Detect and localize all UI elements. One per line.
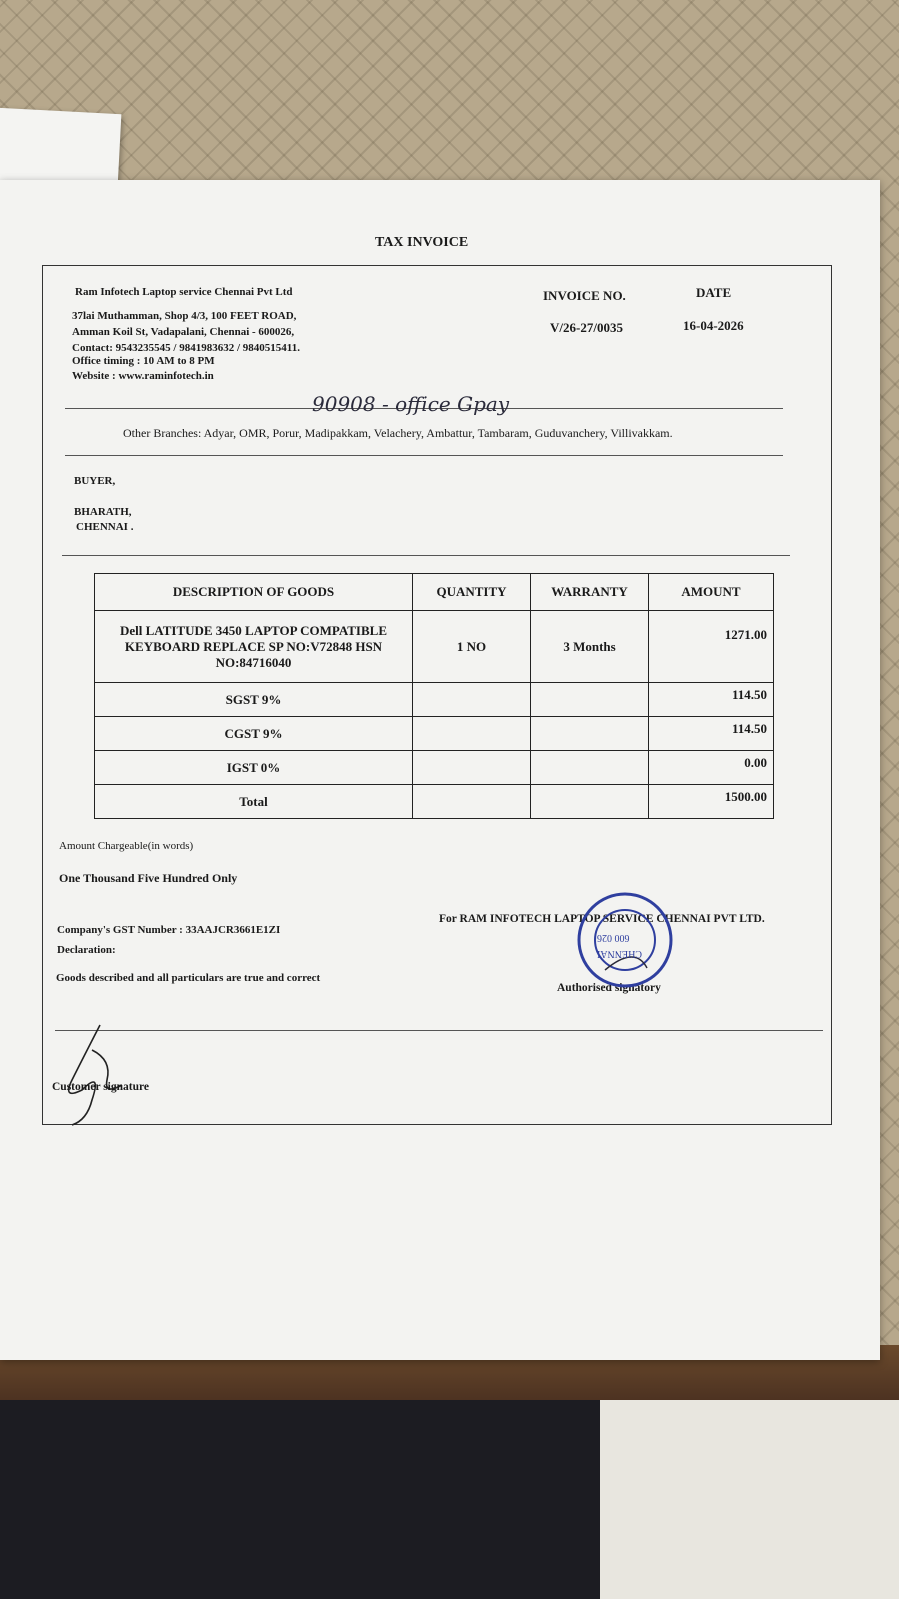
buyer-city: CHENNAI . <box>76 521 134 533</box>
empty-cell <box>531 683 649 717</box>
authorised-signatory: Authorised signatory <box>557 982 661 994</box>
company-address-line2: Amman Koil St, Vadapalani, Chennai - 600026, <box>72 326 295 338</box>
invoice-date: 16-04-2026 <box>683 318 744 333</box>
sgst-amount: 114.50 <box>649 683 774 717</box>
date-label: DATE <box>696 285 732 300</box>
total-label: Total <box>95 785 413 819</box>
floor-dark-area <box>0 1400 600 1599</box>
customer-signature-label: Customer signature <box>52 1081 150 1093</box>
for-company-text: For RAM INFOTECH LAPTOP SERVICE CHENNAI PVT LTD. <box>439 913 765 925</box>
company-address-line1: 37lai Muthamman, Shop 4/3, 100 FEET ROAD, <box>72 310 297 322</box>
buyer-name: BHARATH, <box>74 506 132 518</box>
table-row <box>95 611 774 683</box>
table-row <box>95 785 774 819</box>
empty-cell <box>531 717 649 751</box>
stamp-city: CHENNAI <box>597 948 642 959</box>
goods-table <box>94 573 774 819</box>
igst-amount: 0.00 <box>649 751 774 785</box>
cgst-label: CGST 9% <box>95 717 413 751</box>
item-warranty: 3 Months <box>531 611 649 683</box>
company-name: Ram Infotech Laptop service Chennai Pvt Ltd <box>75 286 293 298</box>
invoice-paper <box>0 180 880 1360</box>
item-amount: 1271.00 <box>649 611 774 683</box>
sgst-label: SGST 9% <box>95 683 413 717</box>
declaration-text: Goods described and all particulars are true and correct <box>56 972 321 984</box>
handwritten-note: 90908 - office Gpay <box>312 392 510 416</box>
cgst-amount: 114.50 <box>649 717 774 751</box>
divider-3 <box>62 555 790 556</box>
amount-words-label: Amount Chargeable(in words) <box>59 840 194 852</box>
amount-in-words: One Thousand Five Hundred Only <box>59 871 238 885</box>
table-header-row <box>95 574 774 611</box>
header-quantity: QUANTITY <box>413 574 531 611</box>
empty-cell <box>413 683 531 717</box>
empty-cell <box>531 785 649 819</box>
item-description <box>95 611 413 683</box>
item-description-line1: Dell LATITUDE 3450 LAPTOP COMPATIBLE <box>119 622 387 638</box>
customer-signature-scribble-icon <box>52 1020 142 1130</box>
table-row <box>95 683 774 717</box>
company-website: Website : www.raminfotech.in <box>72 370 214 382</box>
company-gst-number: Company's GST Number : 33AAJCR3661E1ZI <box>57 924 281 936</box>
divider-2 <box>65 455 783 456</box>
item-quantity: 1 NO <box>413 611 531 683</box>
floor-light-area <box>600 1400 899 1599</box>
table-row <box>95 717 774 751</box>
buyer-label: BUYER, <box>74 475 116 487</box>
company-contact: Contact: 9543235545 / 9841983632 / 9840515411. <box>72 342 300 354</box>
empty-cell <box>413 785 531 819</box>
divider-4 <box>55 1030 823 1031</box>
declaration-label: Declaration: <box>57 944 116 956</box>
empty-cell <box>413 717 531 751</box>
igst-label: IGST 0% <box>95 751 413 785</box>
invoice-no-label: INVOICE NO. <box>543 288 626 303</box>
item-description-line2: KEYBOARD REPLACE SP NO:V72848 HSN <box>124 638 383 654</box>
invoice-title: TAX INVOICE <box>375 235 469 250</box>
header-warranty: WARRANTY <box>531 574 649 611</box>
item-description-line3: NO:84716040 <box>215 654 292 670</box>
other-branches: Other Branches: Adyar, OMR, Porur, Madipakkam, Velachery, Ambattur, Tambaram, Guduvanchery, Villivakkam. <box>123 426 673 440</box>
empty-cell <box>531 751 649 785</box>
total-amount: 1500.00 <box>649 785 774 819</box>
stamp-pin: 600 026 <box>597 932 630 943</box>
office-timing: Office timing : 10 AM to 8 PM <box>72 355 215 367</box>
header-amount: AMOUNT <box>649 574 774 611</box>
header-description: DESCRIPTION OF GOODS <box>95 574 413 611</box>
invoice-number: V/26-27/0035 <box>550 320 623 335</box>
empty-cell <box>413 751 531 785</box>
table-row <box>95 751 774 785</box>
